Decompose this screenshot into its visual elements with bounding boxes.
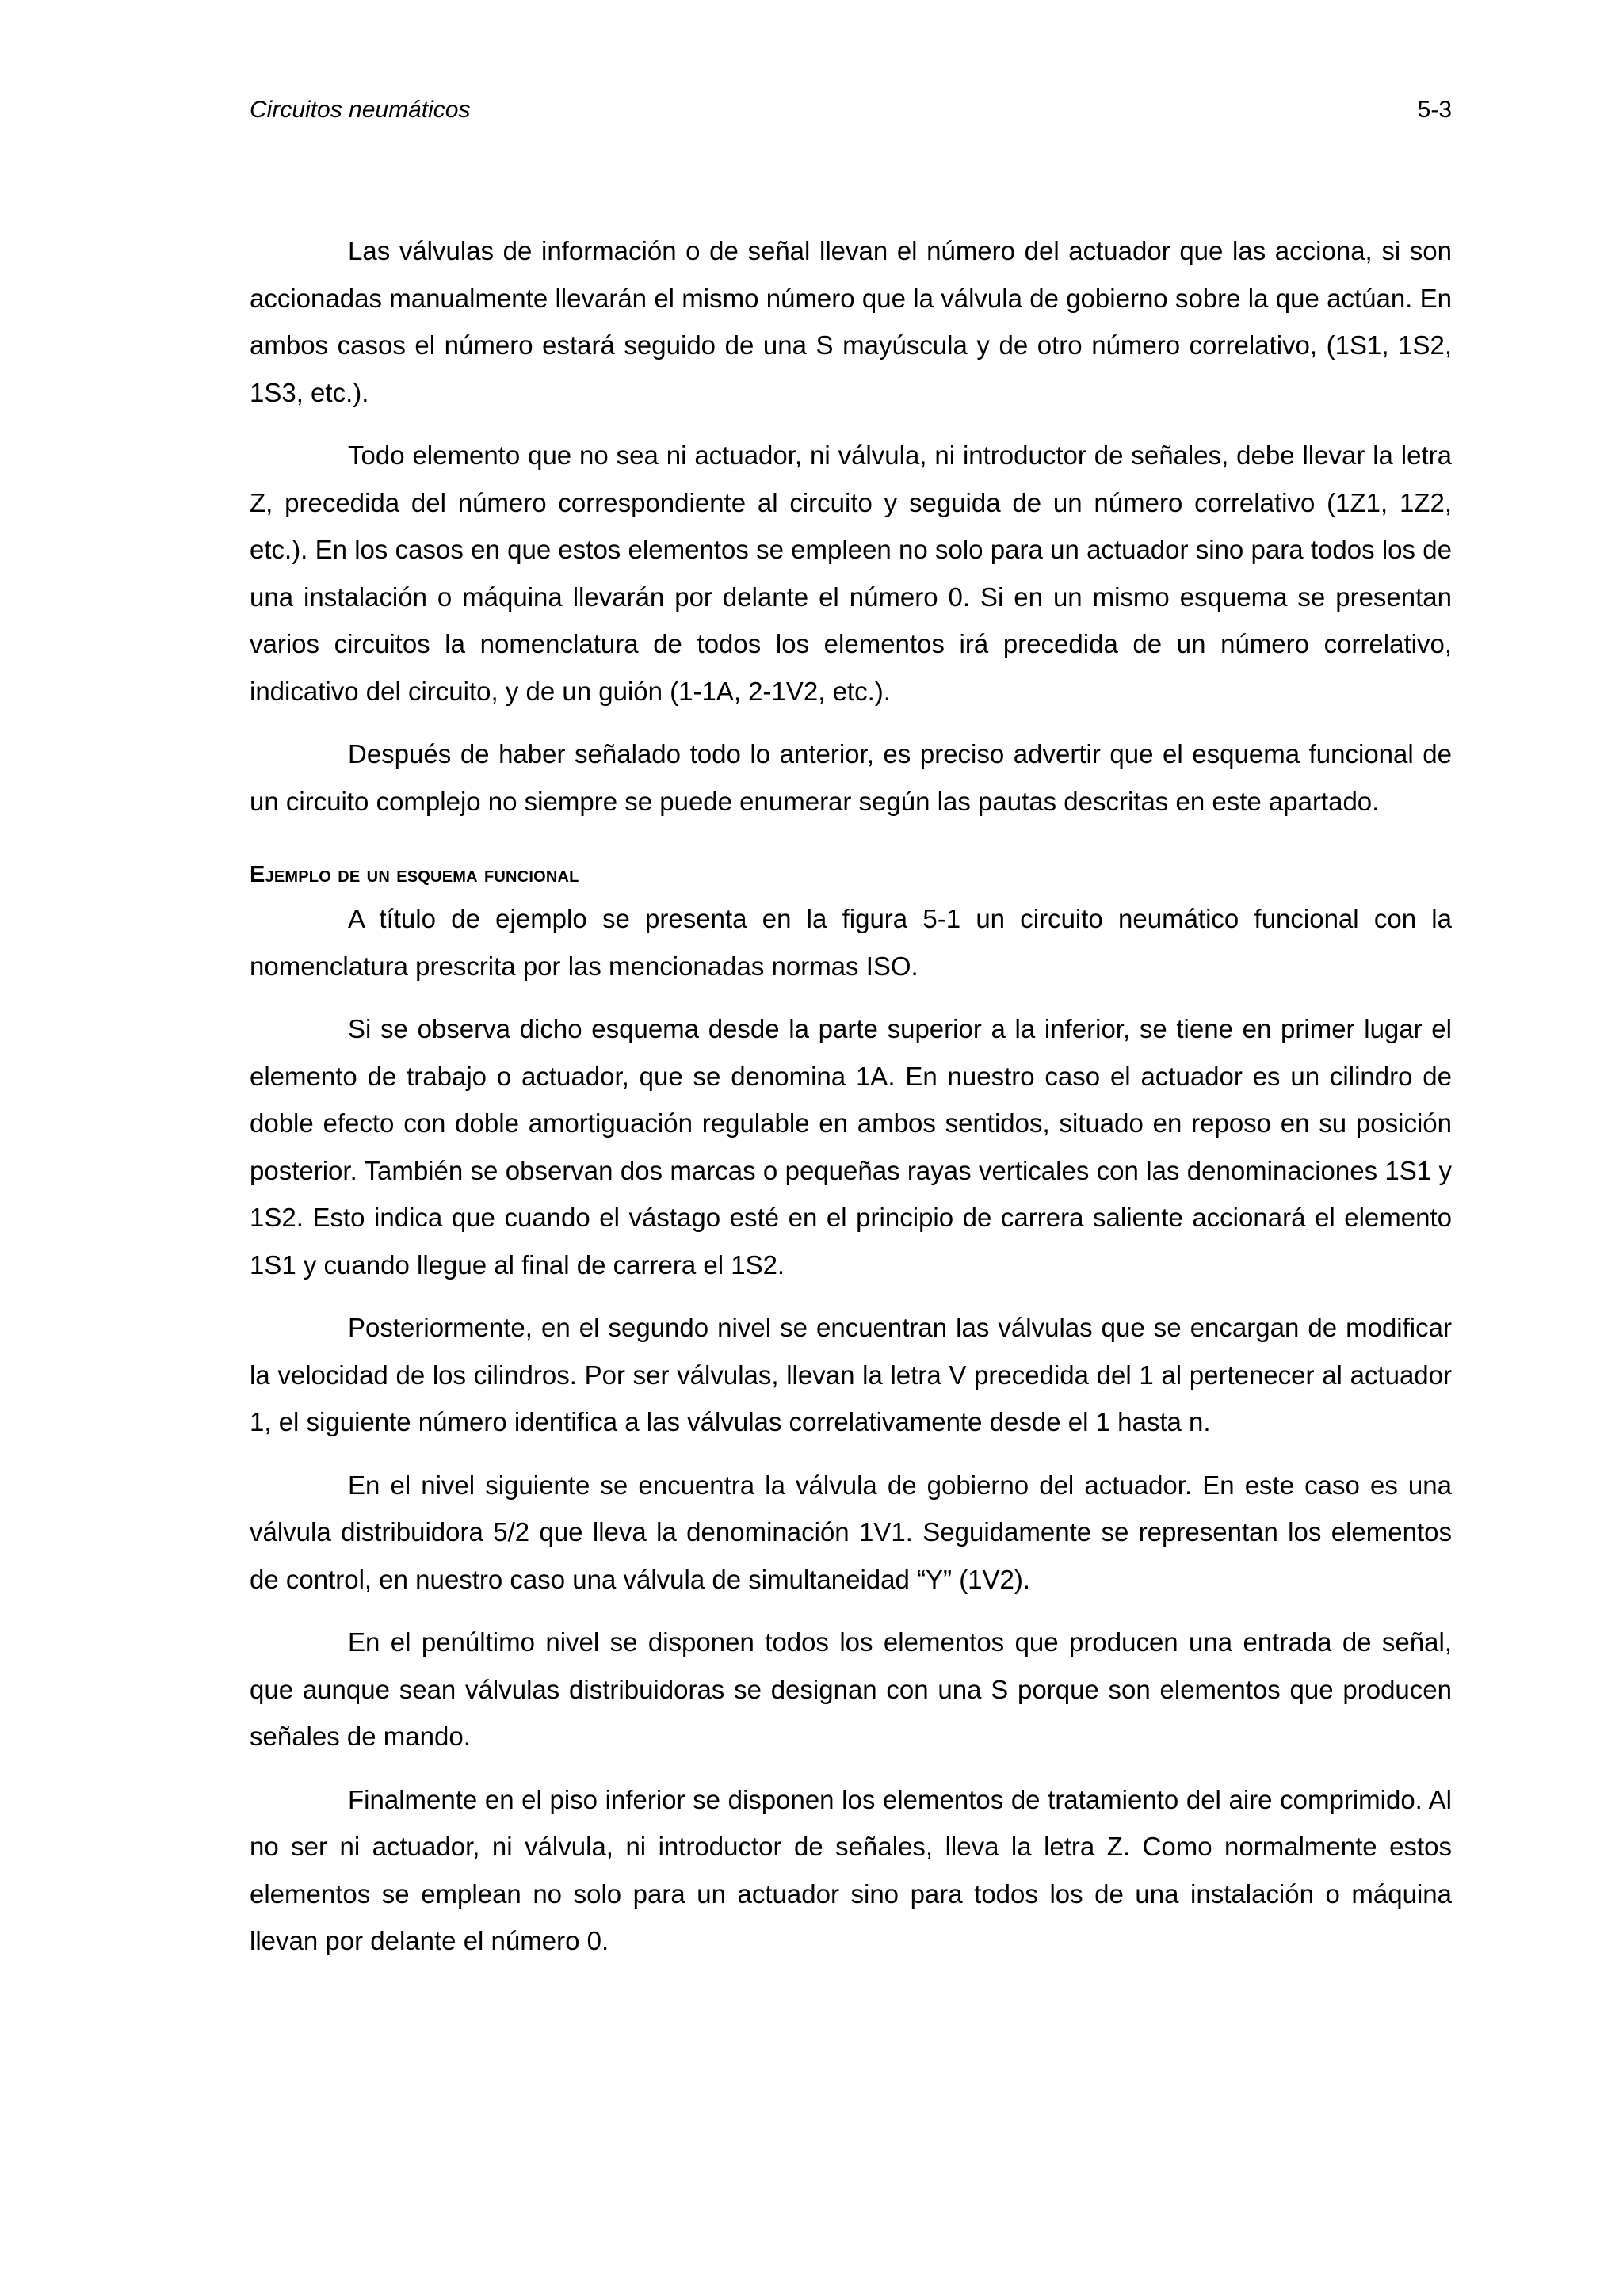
paragraph: Posteriormente, en el segundo nivel se encuentran las válvulas que se encargan de modificar la velocidad de los cilindros. Por ser válvulas, llevan la letra V precedida del 1 al pertenecer al actuador 1, el siguiente número identifica a las válvulas correlativamente desde el 1 hasta n. xyxy=(250,1313,1452,1436)
paragraph: Todo elemento que no sea ni actuador, ni válvula, ni introductor de señales, debe llevar la letra Z, precedida del número correspondiente al circuito y seguida de un número correlativo (1Z1, 1Z2, etc.). En los casos en que estos elementos se empleen no solo para un actuador sino para todos los de una instalación o máquina llevarán por delante el número 0. Si en un mismo esquema se presentan varios circuitos la nomenclatura de todos los elementos irá precedida de un número correlativo, indicativo del circuito, y de un guión (1-1A, 2-1V2, etc.). xyxy=(250,441,1452,706)
running-header xyxy=(250,97,1452,128)
running-title: Circuitos neumáticos xyxy=(250,97,471,123)
paragraph: En el penúltimo nivel se disponen todos los elementos que producen una entrada de señal, que aunque sean válvulas distribuidoras se designan con una S porque son elementos que producen señales de mando. xyxy=(250,1627,1452,1751)
section-heading: Ejemplo de un esquema funcional xyxy=(250,862,579,887)
paragraph: A título de ejemplo se presenta en la figura 5-1 un circuito neumático funcional con la nomenclatura prescrita por las mencionadas normas ISO. xyxy=(250,904,1452,981)
body-text xyxy=(250,227,1452,1981)
paragraph: Si se observa dicho esquema desde la parte superior a la inferior, se tiene en primer lugar el elemento de trabajo o actuador, que se denomina 1A. En nuestro caso el actuador es un cilindro de doble efecto con doble amortiguación regulable en ambos sentidos, situado en reposo en su posición posterior. También se observan dos marcas o pequeñas rayas verticales con las denominaciones 1S1 y 1S2. Esto indica que cuando el vástago esté en el principio de carrera saliente accionará el elemento 1S1 y cuando llegue al final de carrera el 1S2. xyxy=(250,1014,1452,1280)
paragraph: Las válvulas de información o de señal llevan el número del actuador que las acciona, si son accionadas manualmente llevarán el mismo número que la válvula de gobierno sobre la que actúan. En ambos casos el número estará seguido de una S mayúscula y de otro número correlativo, (1S1, 1S2, 1S3, etc.). xyxy=(250,236,1452,407)
paragraph: Después de haber señalado todo lo anterior, es preciso advertir que el esquema funcional de un circuito complejo no siempre se puede enumerar según las pautas descritas en este apartado. xyxy=(250,739,1452,816)
paragraph: En el nivel siguiente se encuentra la válvula de gobierno del actuador. En este caso es una válvula distribuidora 5/2 que lleva la denominación 1V1. Seguidamente se representan los elementos de control, en nuestro caso una válvula de simultaneidad “Y” (1V2). xyxy=(250,1470,1452,1594)
page-number: 5-3 xyxy=(1417,97,1452,123)
paragraph: Finalmente en el piso inferior se disponen los elementos de tratamiento del aire comprimido. Al no ser ni actuador, ni válvula, ni introductor de señales, lleva la letra Z. Como normalmente estos elementos se emplean no solo para un actuador sino para todos los de una instalación o máquina llevan por delante el número 0. xyxy=(250,1784,1452,1955)
